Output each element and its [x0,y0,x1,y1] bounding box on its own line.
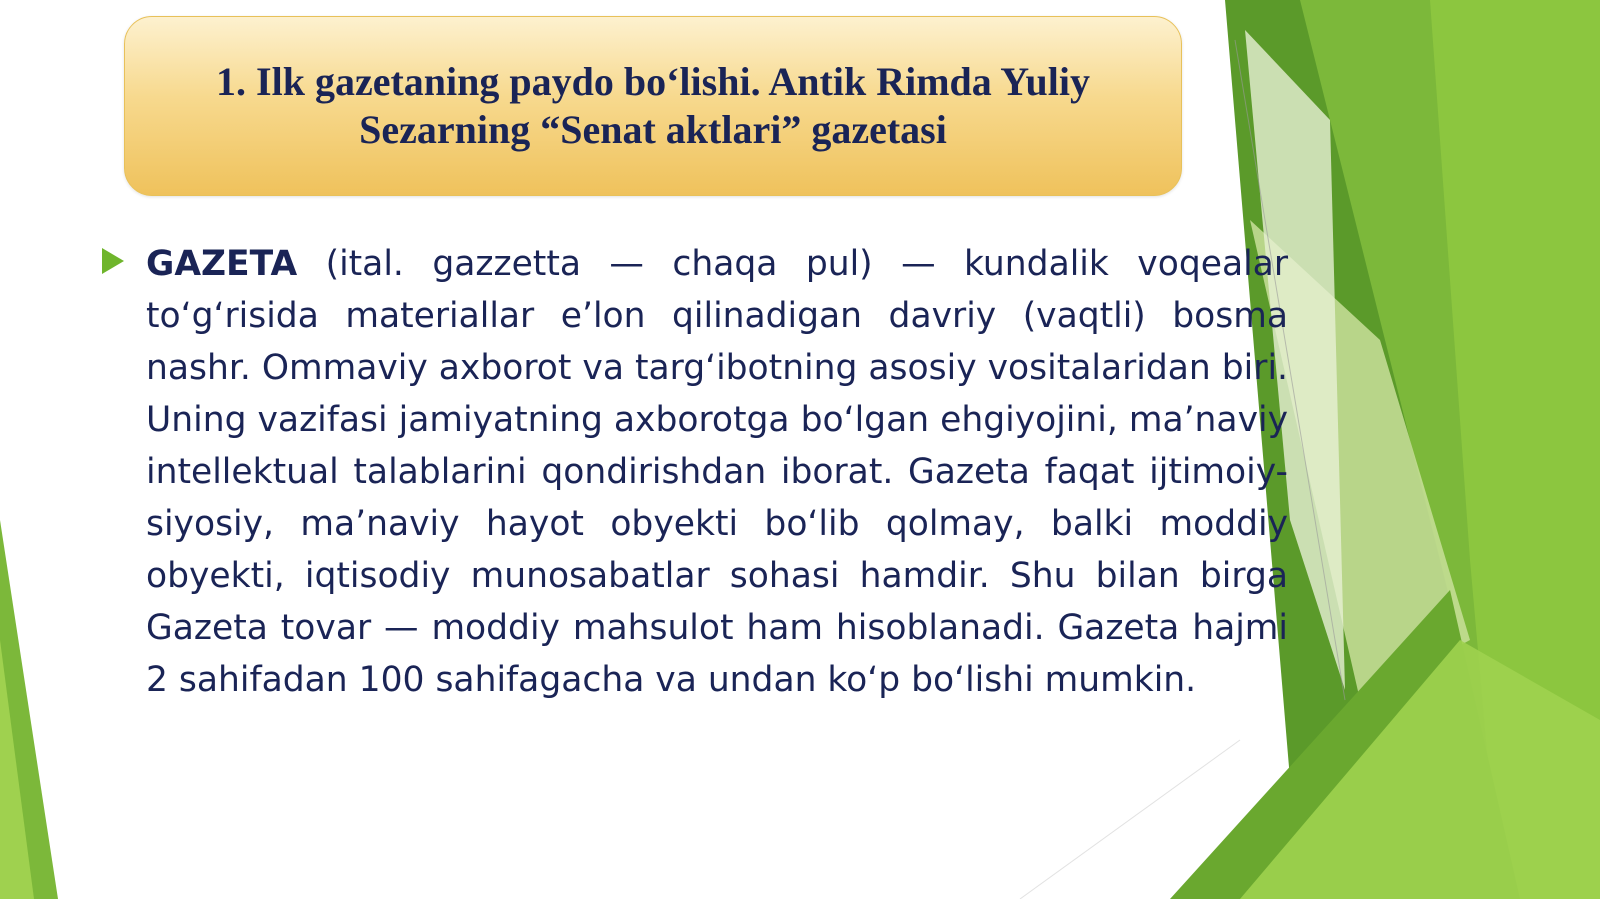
bullet-text: (ital. gazzetta — chaqa pul) — kundalik voqealar to‘g‘risida materiallar e’lon qilinadigan davriy (vaqtli) bosma nashr. Ommaviy axborot va targ‘ibotning asosiy vositalaridan biri. Uning vazifasi jamiyatning axborotga bo‘lgan ehgiyojini, ma’naviy intellektual talablarini qondirishdan iborat. Gazeta faqat ijtimoiy-siyosiy, ma’naviy hayot obyekti bo‘lib qolmay, balki moddiy obyekti, iqtisodiy munosabatlar sohasi hamdir. Shu bilan birga Gazeta tovar — moddiy mahsulot ham hisoblanadi. Gazeta hajmi 2 sahifadan 100 sahifagacha va undan ko‘p bo‘lishi mumkin. [146,244,1288,700]
title-box [124,16,1182,196]
bullet-term: GAZETA [146,244,298,284]
bullet-paragraph [146,238,1288,706]
bullet-arrow-icon [102,248,124,274]
slide-title: 1. Ilk gazetaning paydo bo‘lishi. Antik Rimda Yuliy Sezarning “Senat aktlari” gazetasi [216,59,1090,152]
content-area [102,238,1288,706]
